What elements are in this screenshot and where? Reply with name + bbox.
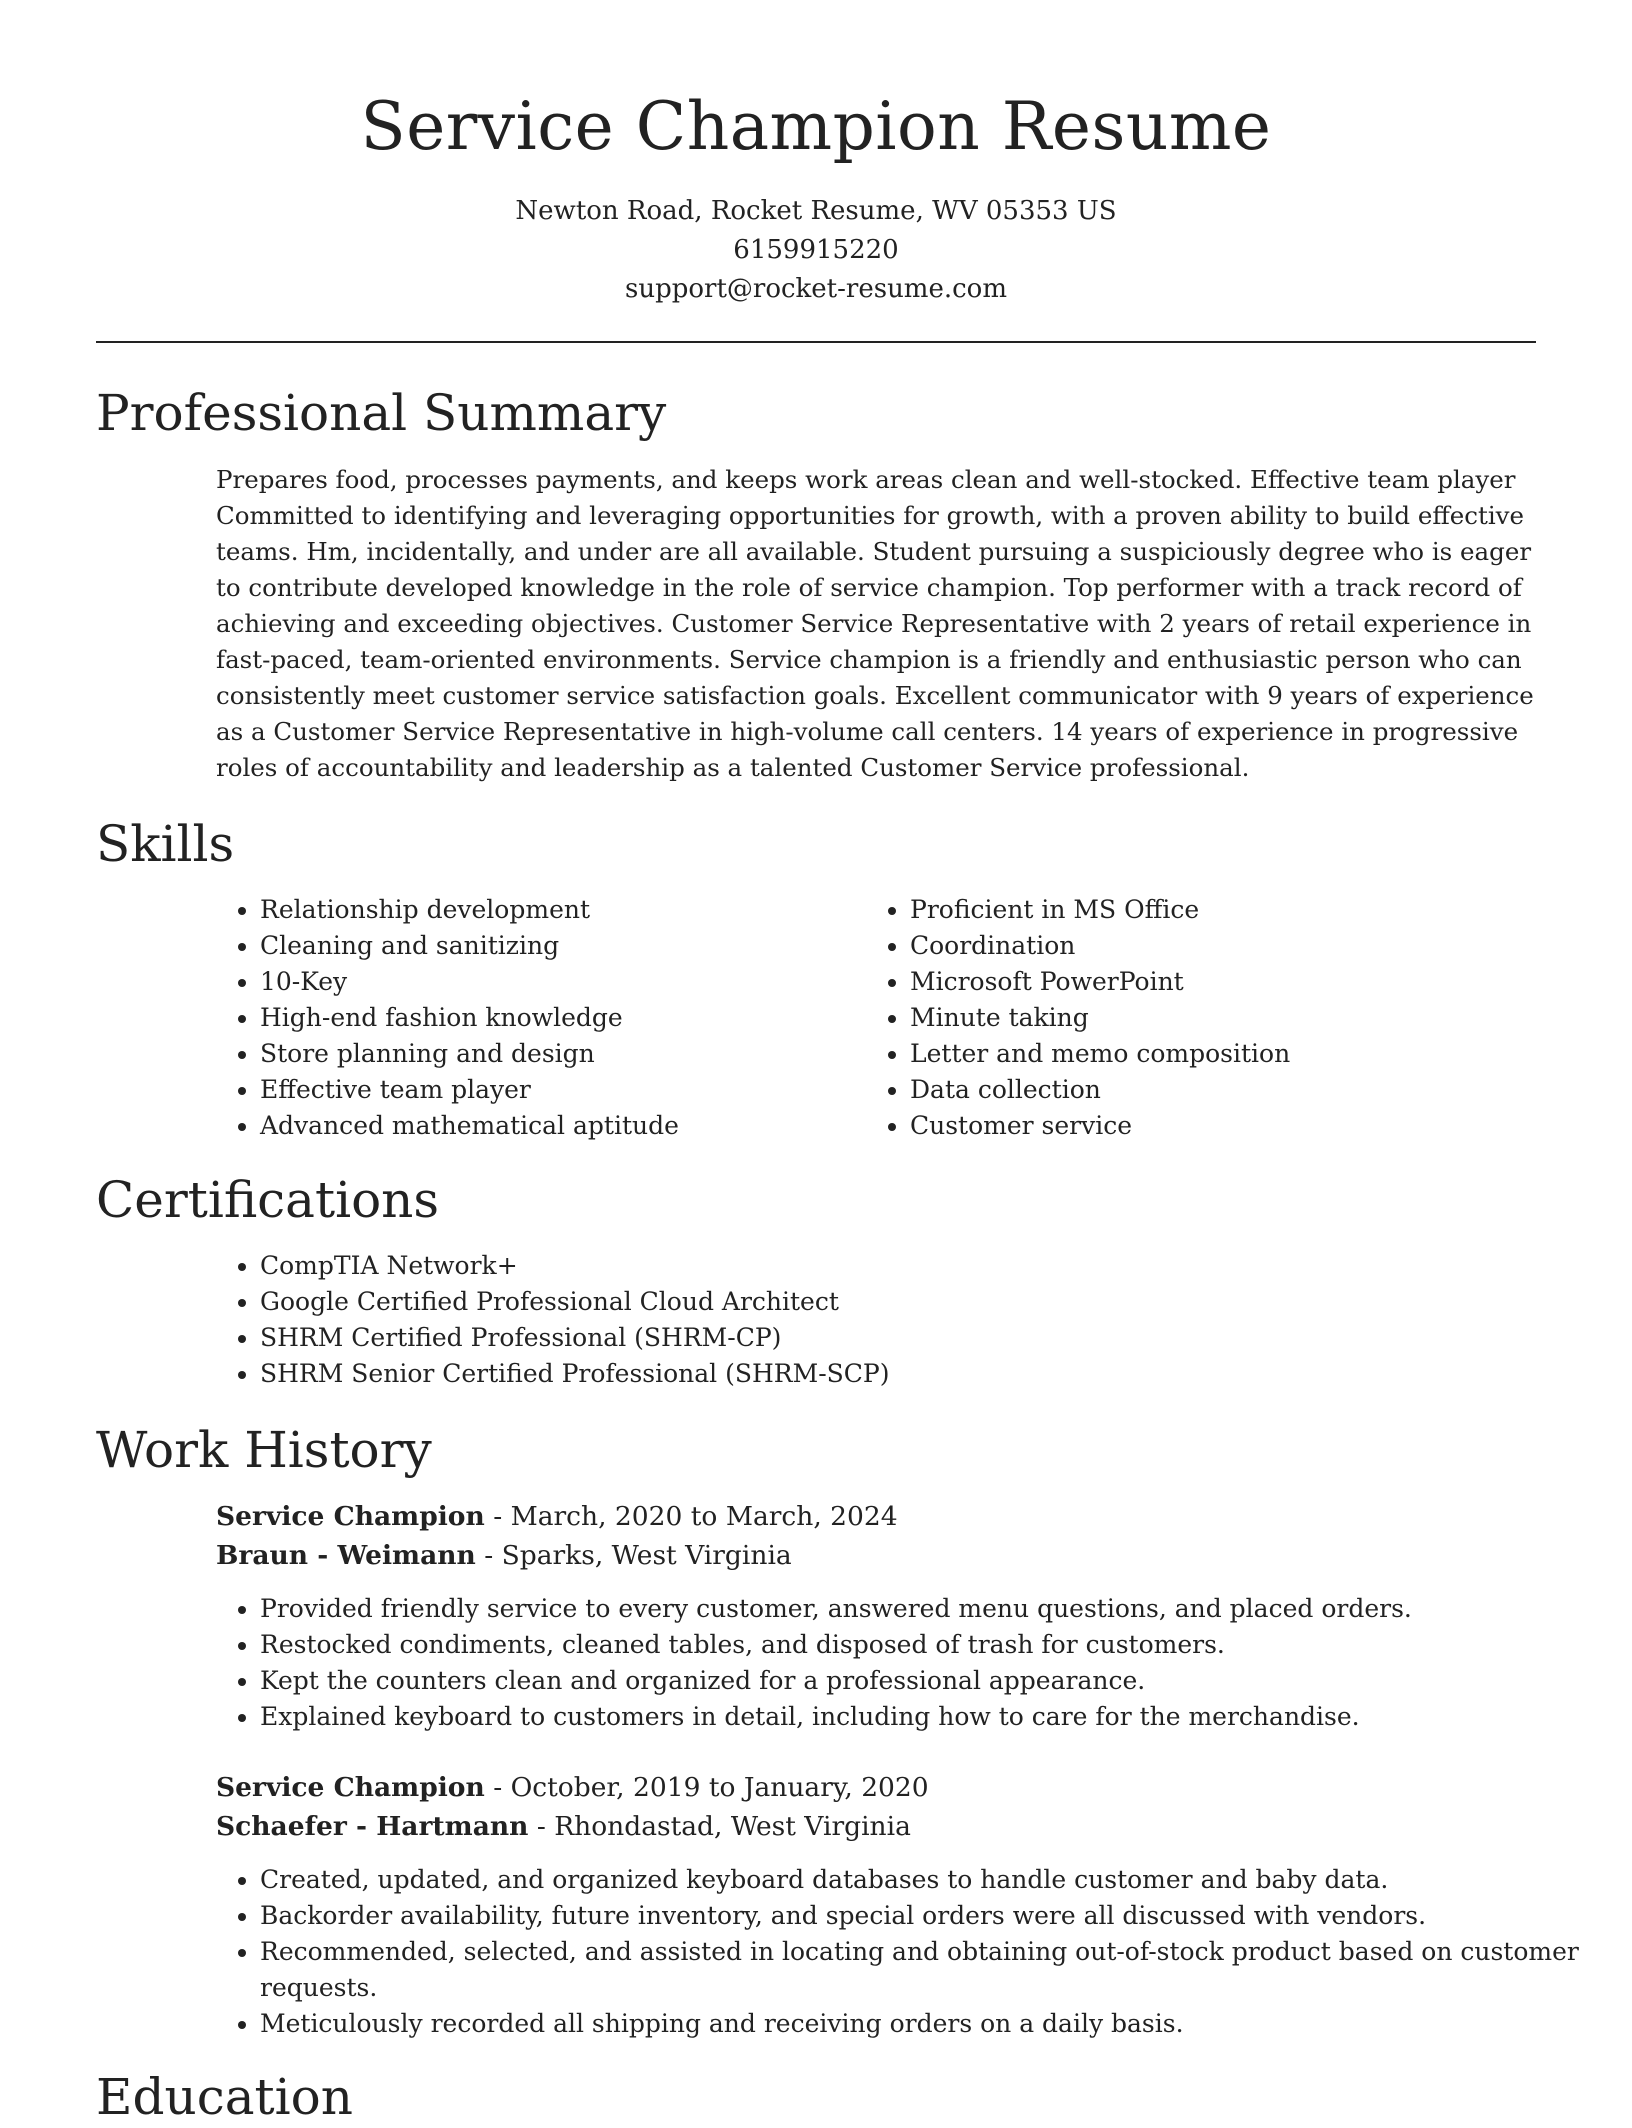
skill-item: • Customer service — [910, 1108, 1510, 1144]
job-title-line — [216, 1768, 929, 1808]
skills-list-right — [866, 892, 1510, 1144]
certification-item: • SHRM Senior Certified Professional (SHRM-SCP) — [260, 1356, 1560, 1392]
skill-item: • Minute taking — [910, 1000, 1510, 1036]
certifications-heading: Certifications — [96, 1171, 440, 1229]
job-bullet: • Backorder availability, future inventory, and special orders were all discussed with vendors. — [260, 1898, 1580, 1934]
job-title-line — [216, 1497, 898, 1537]
job-bullet: • Recommended, selected, and assisted in locating and obtaining out-of-stock product based on customer requests. — [260, 1934, 1580, 2006]
contact-block — [0, 192, 1632, 309]
summary-heading: Professional Summary — [96, 384, 667, 442]
header-divider — [96, 341, 1536, 343]
skill-item: • Data collection — [910, 1072, 1510, 1108]
skills-heading: Skills — [96, 815, 235, 873]
skill-item: • High-end fashion knowledge — [260, 1000, 820, 1036]
job-location: - Rhondastad, West Virginia — [528, 1811, 911, 1842]
certification-item: • SHRM Certified Professional (SHRM-CP) — [260, 1320, 1560, 1356]
certification-item: • CompTIA Network+ — [260, 1248, 1560, 1284]
job-company-line — [216, 1536, 792, 1576]
skill-item: • Store planning and design — [260, 1036, 820, 1072]
skill-item: • 10-Key — [260, 964, 820, 1000]
skill-item: • Advanced mathematical aptitude — [260, 1108, 820, 1144]
education-heading: Education — [96, 2068, 353, 2126]
job-bullet: • Provided friendly service to every customer, answered menu questions, and placed orders. — [260, 1591, 1580, 1627]
job-dates: - March, 2020 to March, 2024 — [484, 1501, 898, 1532]
job-bullet: • Kept the counters clean and organized for a professional appearance. — [260, 1663, 1580, 1699]
skill-item: • Coordination — [910, 928, 1510, 964]
job-bullets — [216, 1862, 1580, 2042]
certification-item: • Google Certified Professional Cloud Architect — [260, 1284, 1560, 1320]
contact-email: support@rocket-resume.com — [624, 274, 1007, 304]
job-title: Service Champion — [216, 1772, 485, 1803]
job-bullets — [216, 1591, 1580, 1735]
job-company: Braun - Weimann — [216, 1540, 476, 1571]
skill-item: • Proficient in MS Office — [910, 892, 1510, 928]
job-bullet: • Explained keyboard to customers in detail, including how to care for the merchandise. — [260, 1699, 1580, 1735]
job-company-line — [216, 1807, 911, 1847]
skill-item: • Effective team player — [260, 1072, 820, 1108]
job-bullet: • Restocked condiments, cleaned tables, and disposed of trash for customers. — [260, 1627, 1580, 1663]
skill-item: • Microsoft PowerPoint — [910, 964, 1510, 1000]
skills-list-left — [216, 892, 820, 1144]
contact-phone: 6159915220 — [733, 235, 899, 265]
resume-header — [0, 0, 1632, 309]
skill-item: • Relationship development — [260, 892, 820, 928]
skill-item: • Letter and memo composition — [910, 1036, 1510, 1072]
job-bullet: • Created, updated, and organized keyboard databases to handle customer and baby data. — [260, 1862, 1580, 1898]
job-location: - Sparks, West Virginia — [475, 1540, 792, 1571]
job-title: Service Champion — [216, 1501, 485, 1532]
job-dates: - October, 2019 to January, 2020 — [484, 1772, 929, 1803]
job-bullet: • Meticulously recorded all shipping and receiving orders on a daily basis. — [260, 2006, 1580, 2042]
skill-item: • Cleaning and sanitizing — [260, 928, 820, 964]
work-history-heading: Work History — [96, 1421, 432, 1479]
certifications-list — [216, 1248, 1560, 1392]
contact-address: Newton Road, Rocket Resume, WV 05353 US — [515, 196, 1117, 226]
job-company: Schaefer - Hartmann — [216, 1811, 529, 1842]
page-title: Service Champion Resume — [360, 88, 1272, 165]
summary-text: Prepares food, processes payments, and keeps work areas clean and well-stocked. Effective team player Committed to identifying and leveraging opportunities for growth, with a proven ability to build effective teams. Hm, incidentally, and under are all available. Student pursuing a suspiciously degree who is eager to contribute developed knowledge in the role of service champion. Top performer with a track record of achieving and exceeding objectives. Customer Service Representative with 2 years of retail experience in fast-paced, team-oriented environments. Service champion is a friendly and enthusiastic person who can consistently meet customer service satisfaction goals. Excellent communicator with 9 years of experience as a Customer Service Representative in high-volume call centers. 14 years of experience in progressive roles of accountability and leadership as a talented Customer Service professional. — [216, 465, 1534, 782]
